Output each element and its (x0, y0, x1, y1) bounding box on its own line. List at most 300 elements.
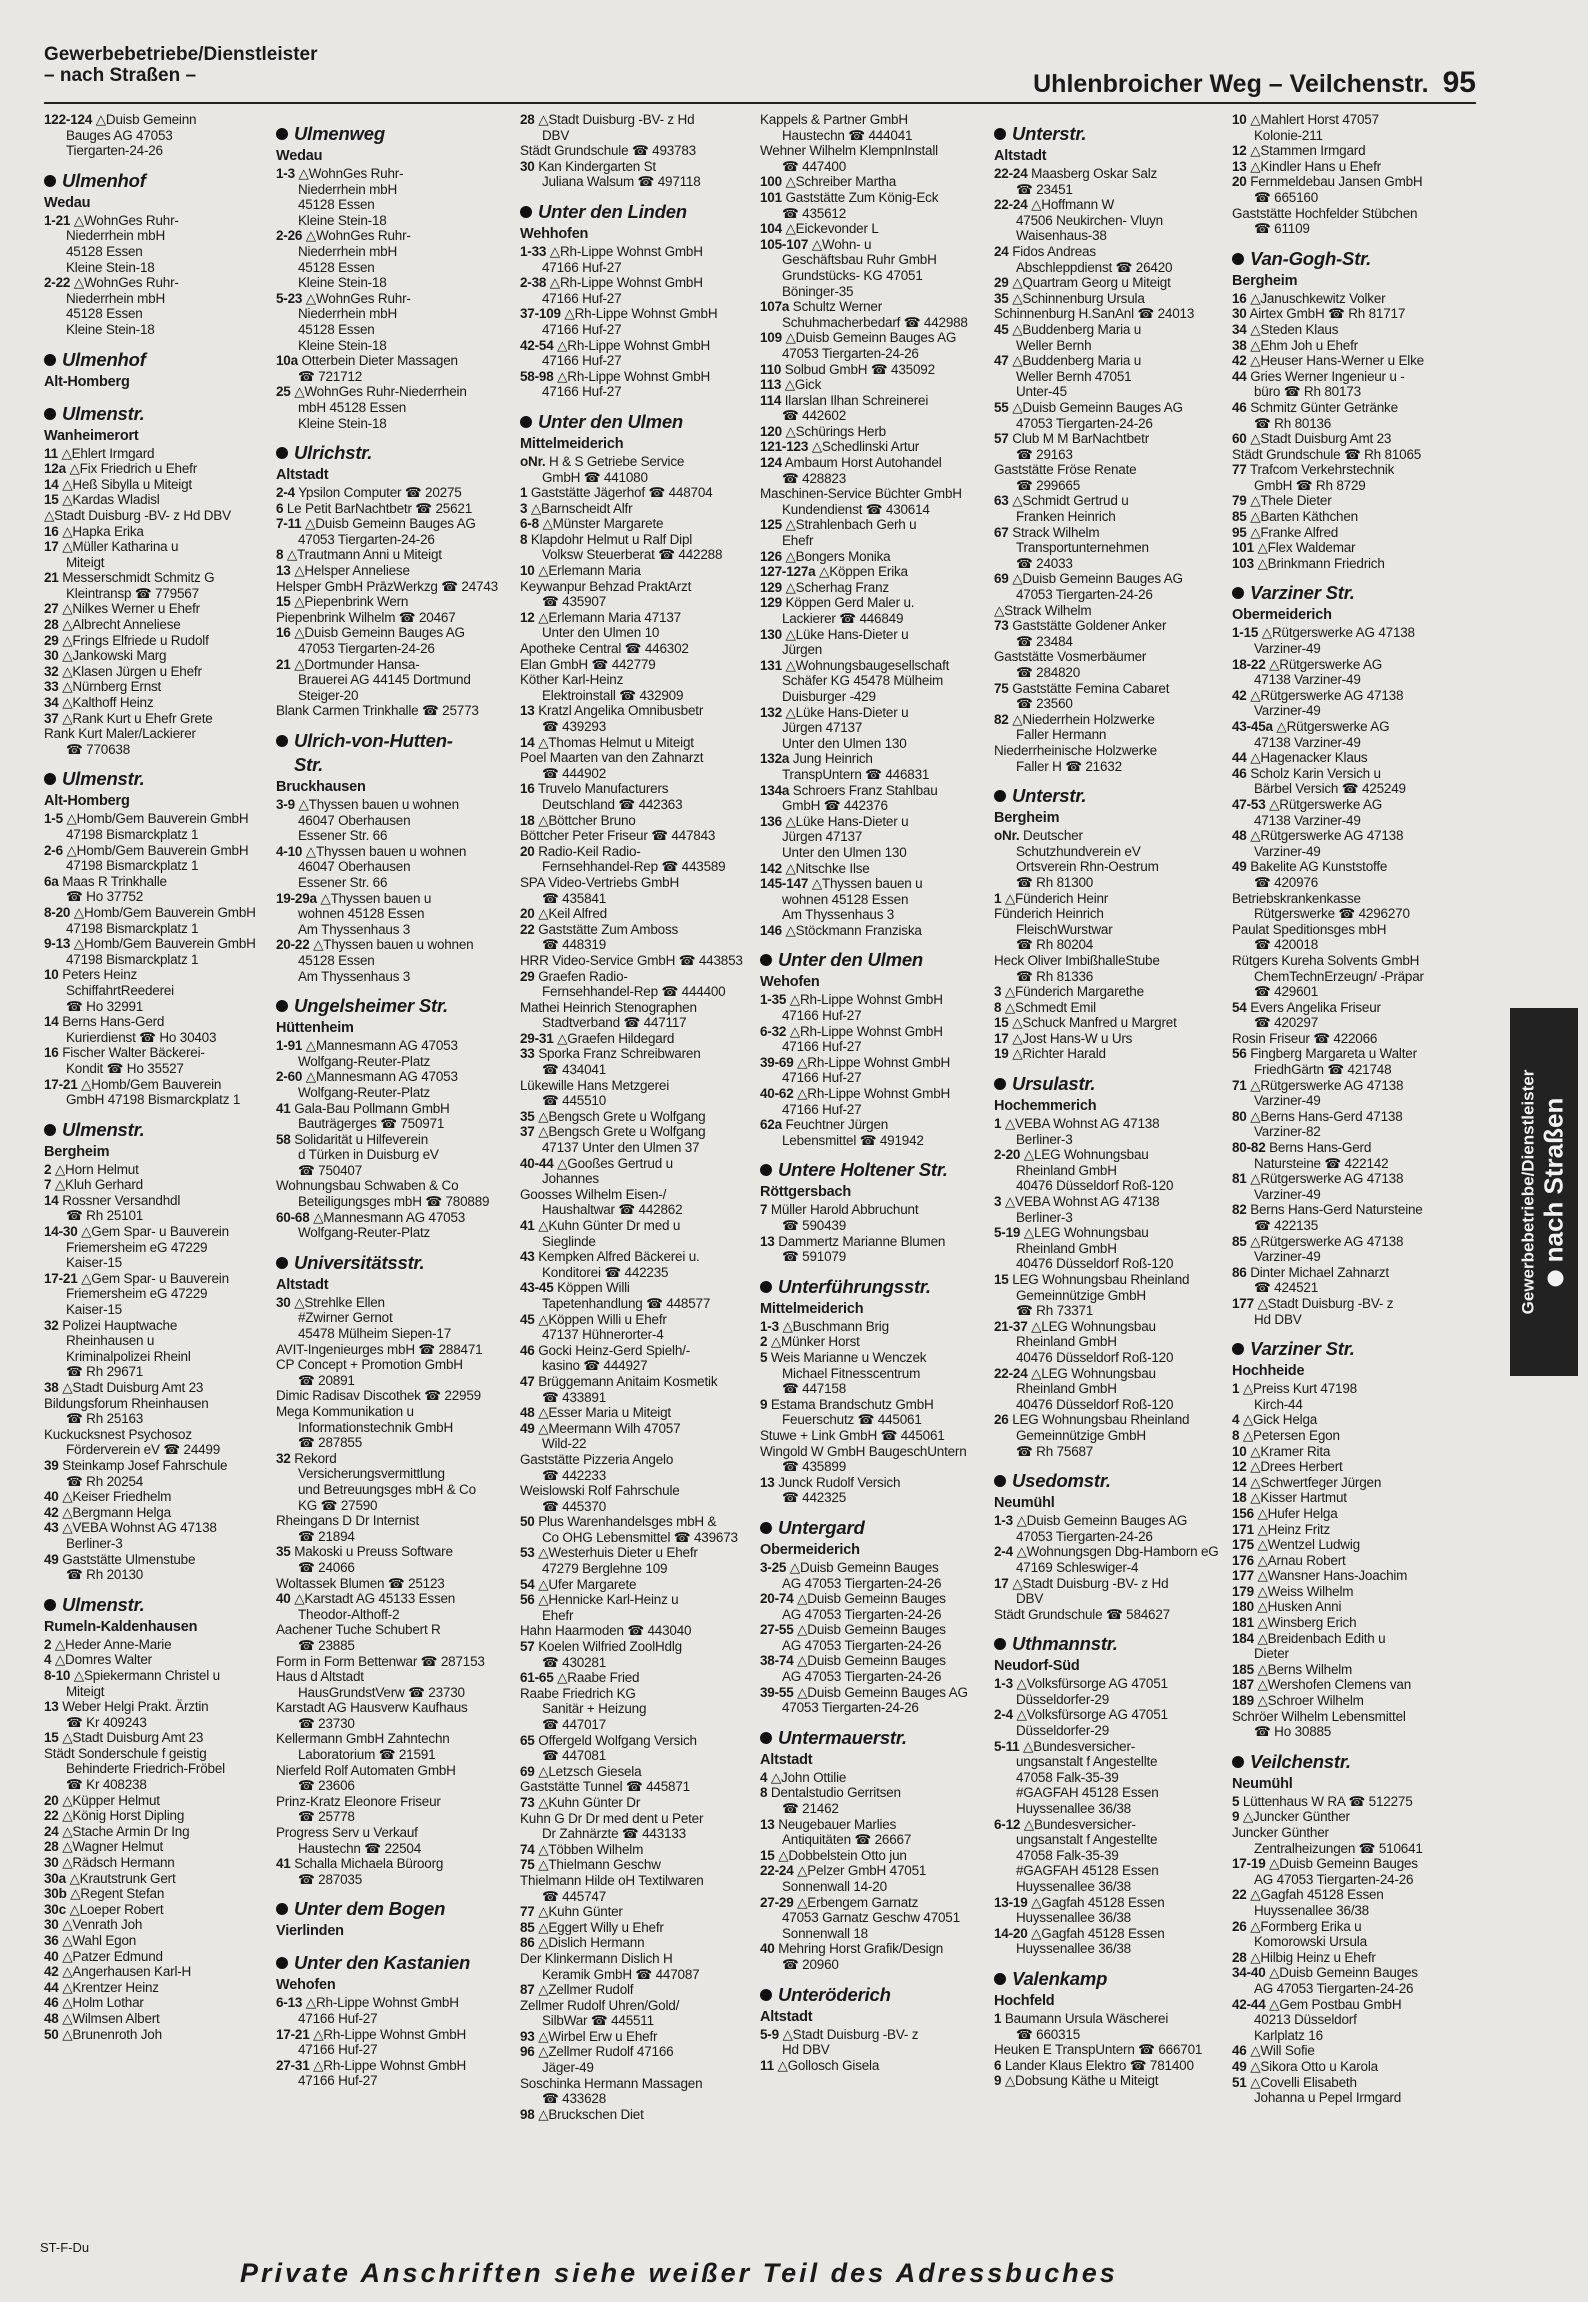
house-number: 29 (44, 632, 59, 648)
bullet-icon (520, 416, 532, 428)
entry-continuation: Förderverein eV ☎ 24499 (66, 1442, 221, 1458)
entry-text: △Rütgerswerke AG (1269, 656, 1383, 672)
house-number: 56 (520, 1592, 535, 1608)
entry-continuation: ☎ 422135 (1254, 1218, 1319, 1233)
house-number: 74 (520, 1841, 535, 1857)
entry-text: △Thomas Helmut u Miteigt (538, 734, 694, 750)
house-number: 30 (44, 648, 59, 664)
house-number: 17-21 (44, 1270, 78, 1286)
bullet-icon (276, 1903, 288, 1915)
street-name: Unter dem Bogen (294, 1898, 446, 1920)
directory-entry (1232, 462, 1464, 478)
entry-continuation: ☎ 23451 (1016, 181, 1073, 197)
house-number: 42 (44, 1504, 59, 1520)
district-name: Hochheide (1232, 1363, 1305, 1380)
street-name: Unterstr. (1012, 785, 1087, 807)
entry-text: △Köppen Erika (819, 564, 908, 580)
house-number: 7 (44, 1177, 52, 1193)
entry-text: △Stadt Duisburg Amt 23 (62, 1380, 204, 1395)
street-name: Veilchenstr. (1250, 1750, 1351, 1772)
house-number: 13 (44, 1699, 59, 1715)
entry-text: Prinz-Kratz Eleonore Friseur (276, 1793, 441, 1809)
entry-continuation: ☎ 287035 (298, 1871, 363, 1887)
house-number: 45 (520, 1311, 535, 1327)
entry-text: Maas R Trinkhalle (62, 873, 167, 889)
directory-entry (44, 967, 276, 983)
entry-text: △Berns Hans-Gerd 47138 (1250, 1108, 1403, 1124)
entry-continuation: #GAGFAH 45128 Essen (1016, 1785, 1159, 1801)
entry-continuation: Rheinland GmbH (1016, 1381, 1117, 1397)
directory-entry (520, 657, 752, 673)
entry-continuation: 47166 Huf-27 (782, 1039, 862, 1055)
entry-continuation: ☎ Rh 81300 (1016, 874, 1094, 890)
district-name: Obermeiderich (760, 1541, 860, 1558)
entry-text: △Keil Alfred (538, 906, 607, 922)
house-number: 16 (276, 625, 291, 641)
directory-entry (520, 922, 752, 938)
street-name: Untermauerstr. (778, 1726, 907, 1748)
directory-entry (520, 828, 752, 844)
entry-continuation: ☎ 591079 (782, 1249, 847, 1265)
directory-entry (276, 563, 508, 579)
entry-continuation: Waisenhaus-38 (1016, 228, 1107, 244)
entry-text: △Jankowski Marg (62, 648, 167, 664)
entry-text: △Kramer Rita (1250, 1443, 1331, 1459)
entry-text: Rossner Versandhdl (62, 1192, 181, 1208)
entry-continuation: 47053 Garnatz Geschw 47051 (782, 1910, 960, 1926)
entry-text: Offergeld Wolfgang Versich (538, 1732, 697, 1748)
entry-continuation: ☎ Ho 30885 (1254, 1724, 1332, 1740)
column-6 (1232, 112, 1464, 2242)
directory-entry (760, 1319, 992, 1335)
entry-text: Koelen Wilfried ZoolHdlg (538, 1639, 682, 1655)
directory-entry (276, 547, 508, 563)
entry-text: Raabe Friedrich KG (520, 1685, 636, 1701)
house-number: 1-3 (994, 1676, 1013, 1692)
house-number: 4 (760, 1769, 768, 1785)
house-number: 1-15 (1232, 625, 1259, 641)
entry-continuation: Kleine Stein-18 (298, 415, 387, 431)
house-number: 93 (520, 2028, 535, 2044)
directory-entry (276, 1069, 508, 1085)
directory-entry (520, 953, 752, 969)
directory-entry (994, 1739, 1226, 1755)
entry-continuation: Jäger-49 (542, 2060, 594, 2076)
directory-entry (1232, 766, 1464, 782)
entry-text: Fischer Walter Bäckerei- (62, 1045, 205, 1061)
house-number: 5-9 (760, 2026, 779, 2042)
entry-continuation: Volksw Steuerberat ☎ 442288 (542, 547, 723, 563)
entry-text: CP Concept + Promotion GmbH (276, 1357, 463, 1373)
directory-entry (44, 695, 276, 711)
bullet-icon (44, 354, 56, 366)
directory-entry (760, 1785, 992, 1801)
entry-continuation: ☎ 23885 (298, 1637, 355, 1653)
house-number: 8 (520, 531, 528, 547)
directory-entry (44, 1077, 276, 1093)
entry-text: Kappels & Partner GmbH (760, 112, 908, 127)
house-number: 69 (520, 1763, 535, 1779)
directory-entry (760, 221, 992, 237)
directory-entry (760, 517, 992, 533)
entry-continuation: ☎ 435612 (782, 205, 847, 221)
house-number: 38 (1232, 337, 1247, 353)
directory-entry (276, 1544, 508, 1560)
house-number: 1 (994, 2010, 1002, 2026)
entry-continuation: mbH 45128 Essen (298, 399, 407, 415)
entry-text: △Fünderich Margarethe (1004, 984, 1144, 1000)
entry-text: △Buddenberg Maria u (1012, 321, 1142, 337)
directory-entry (520, 369, 752, 385)
street-name: Untere Holtener Str. (778, 1159, 948, 1181)
entry-continuation: Varziner-49 (1254, 641, 1321, 657)
entry-continuation: ChemTechnErzeugn/ -Präpar (1254, 968, 1424, 984)
house-number: 20-74 (760, 1591, 794, 1607)
house-number: 73 (994, 618, 1009, 634)
street-heading (994, 1967, 1226, 1991)
directory-entry (760, 1475, 992, 1491)
entry-text: △Schmidt Gertrud u (1012, 493, 1129, 509)
directory-entry (520, 454, 752, 470)
house-number: 40 (44, 1489, 59, 1505)
house-number: 42-54 (520, 337, 554, 353)
entry-text: △Eggert Willy u Ehefr (538, 1919, 664, 1935)
street-heading (44, 402, 276, 426)
entry-text: Der Klinkermann Dislich H (520, 1950, 673, 1966)
entry-continuation: ☎ 445370 (542, 1498, 607, 1514)
entry-text: Club M M BarNachtbetr (1012, 431, 1150, 447)
entry-text: Rheingans D Dr Internist (276, 1513, 420, 1529)
directory-entry (994, 1015, 1226, 1031)
entry-text: △Niederrhein Holzwerke (1012, 711, 1155, 727)
entry-continuation: GmbH ☎ 442376 (782, 798, 888, 814)
directory-entry (276, 1342, 508, 1358)
entry-text: △Regent Stefan (70, 1886, 165, 1902)
house-number: 17-21 (276, 2026, 310, 2042)
entry-text: △Rh-Lippe Wohnst GmbH (549, 243, 703, 259)
house-number: 8 (760, 1785, 768, 1801)
entry-text: Blank Carmen Trinkhalle ☎ 25773 (276, 703, 479, 719)
entry-continuation: AG 47053 Tiergarten-24-26 (782, 1669, 942, 1685)
directory-entry (760, 330, 992, 346)
entry-text: Schroers Franz Stahlbau (792, 782, 938, 798)
entry-text: △Mannesmann AG 47053 (305, 1069, 458, 1085)
house-number: 20 (1232, 174, 1247, 190)
directory-entry (1232, 1856, 1464, 1872)
directory-entry (994, 1225, 1226, 1241)
street-heading (276, 1951, 508, 1975)
entry-text: △Holm Lothar (62, 1995, 144, 2011)
entry-continuation: ☎ 299665 (1016, 477, 1081, 493)
bullet-icon (44, 408, 56, 420)
entry-continuation: Elektroinstall ☎ 432909 (542, 687, 684, 703)
entry-continuation: Keramik GmbH ☎ 447087 (542, 1966, 700, 1982)
directory-entry (276, 1178, 508, 1194)
house-number: 22-24 (994, 197, 1028, 213)
entry-text: Form in Form Bettenwar ☎ 287153 (276, 1653, 485, 1669)
house-number: 45 (994, 321, 1009, 337)
house-number: 176 (1232, 1552, 1254, 1568)
entry-text: △Thele Dieter (1250, 493, 1332, 509)
entry-text: △Frings Elfriede u Rudolf (62, 632, 209, 648)
district-name: Wedau (44, 194, 91, 211)
entry-text: △WohnGes Ruhr-Niederrhein (294, 384, 467, 400)
directory-entry (44, 1014, 276, 1030)
entry-continuation: ☎ 424521 (1254, 1280, 1319, 1296)
bullet-icon (760, 1281, 772, 1293)
entry-continuation: ☎ 433628 (542, 2091, 607, 2107)
house-number: 48 (44, 2010, 59, 2026)
house-number: 43 (520, 1249, 535, 1265)
entry-text: △Franke Alfred (1250, 524, 1339, 540)
entry-text: △Kuhn Günter Dr (538, 1794, 641, 1810)
house-number: 46 (1232, 2043, 1247, 2059)
entry-text: Plus Warenhandelsges mbH & (538, 1514, 717, 1530)
entry-text: △Nürnberg Ernst (62, 679, 162, 695)
entry-text: Mathei Heinrich Stenographen (520, 999, 697, 1015)
entry-continuation: ☎ 428823 (782, 470, 847, 486)
directory-entry (520, 703, 752, 719)
entry-continuation: ☎ 25778 (298, 1809, 355, 1825)
directory-entry (520, 672, 752, 688)
entry-text: △Duisb Gemeinn Bauges AG (1012, 571, 1183, 587)
entry-text: △Strahlenbach Gerh u (785, 517, 917, 533)
entry-text: Schröer Wilhelm Lebensmittel (1232, 1708, 1406, 1724)
directory-entry (1232, 1475, 1464, 1491)
entry-text: Feuchtner Jürgen (785, 1117, 889, 1133)
entry-continuation: 46047 Oberhausen (298, 812, 411, 828)
entry-text: △Rütgerswerke AG (1269, 796, 1383, 812)
house-number: 6 (994, 2057, 1002, 2073)
entry-text: △Schwertfeger Jürgen (1250, 1474, 1382, 1490)
house-number: 35 (520, 1108, 535, 1124)
directory-entry (760, 1234, 992, 1250)
entry-text: Ypsilon Computer ☎ 20275 (298, 485, 462, 501)
street-name: Varziner Str. (1250, 1338, 1355, 1360)
street-name: Van-Gogh-Str. (1250, 247, 1372, 269)
directory-entry (1232, 556, 1464, 572)
entry-continuation: Tiergarten-24-26 (66, 143, 163, 159)
directory-entry (1232, 828, 1464, 844)
directory-entry (44, 1271, 276, 1287)
entry-text: △Strack Wilhelm (994, 602, 1092, 618)
entry-continuation: 47198 Bismarckplatz 1 (66, 858, 199, 874)
directory-entry (760, 190, 992, 206)
house-number: 44 (1232, 750, 1247, 766)
entry-continuation: ☎ 61109 (1254, 221, 1310, 237)
entry-text: △Wentzel Ludwig (1257, 1537, 1360, 1553)
bullet-icon (276, 128, 288, 140)
house-number: 15 (994, 1272, 1009, 1287)
district-name: Altstadt (760, 1751, 813, 1768)
entry-continuation: Essener Str. 66 (298, 828, 388, 844)
directory-entry (1232, 1234, 1464, 1250)
district-name: Alt-Homberg (44, 373, 130, 390)
entry-text: Gaststätte Jägerhof ☎ 448704 (530, 485, 713, 501)
entry-text: Woltassek Blumen ☎ 25123 (276, 1575, 445, 1591)
house-number: 12 (1232, 1459, 1247, 1475)
house-number: 16 (44, 1045, 59, 1061)
district-name: Wanheimerort (44, 427, 139, 444)
directory-entry (520, 485, 752, 501)
entry-text: △Wirbel Erw u Ehefr (538, 2028, 658, 2044)
directory-entry (520, 781, 752, 797)
street-name: Ulrich-von-Hutten- (294, 730, 453, 751)
house-number: 30 (44, 1917, 59, 1933)
entry-continuation: ☎ Rh 20254 (66, 1473, 144, 1489)
directory-entry (1232, 1444, 1464, 1460)
entry-text: △Dobsung Käthe u Miteigt (1004, 2073, 1159, 2089)
entry-text: △Rh-Lippe Wohnst GmbH (313, 2057, 467, 2073)
directory-entry (44, 1193, 276, 1209)
entry-continuation: ☎ 590439 (782, 1218, 847, 1233)
house-number: 6-12 (994, 1816, 1021, 1832)
directory-entry (1232, 719, 1464, 735)
entry-continuation: 40213 Düsseldorf (1254, 2012, 1357, 2028)
entry-text: Klapdohr Helmut u Ralf Dipl (530, 531, 693, 547)
entry-text: △Nitschke Ilse (785, 860, 870, 876)
house-number: 80-82 (1232, 1140, 1266, 1156)
entry-text: Baumann Ursula Wäscherei (1004, 2010, 1169, 2026)
entry-continuation: Natursteine ☎ 422142 (1254, 1155, 1389, 1171)
directory-entry (994, 2011, 1226, 2027)
directory-entry (994, 1412, 1226, 1428)
house-number: 82 (994, 711, 1009, 727)
directory-entry (276, 844, 508, 860)
column-2 (276, 112, 508, 2242)
entry-continuation: Kondit ☎ Ho 35527 (66, 1060, 184, 1076)
entry-text: △Breidenbach Edith u (1257, 1630, 1386, 1646)
house-number: 61-65 (520, 1670, 554, 1686)
directory-entry (520, 1124, 752, 1140)
directory-entry (520, 1249, 752, 1265)
directory-entry (276, 1731, 508, 1747)
directory-entry (760, 1334, 992, 1350)
entry-continuation: 47166 Huf-27 (542, 384, 622, 400)
entry-text: Berns Hans-Gerd Natursteine (1250, 1202, 1423, 1218)
entry-text: △Rh-Lippe Wohnst GmbH (557, 337, 711, 353)
entry-continuation: 40476 Düsseldorf Roß-120 (1016, 1396, 1174, 1412)
house-number: 86 (1232, 1264, 1247, 1280)
house-number: 9 (1232, 1809, 1240, 1825)
house-number: 3 (994, 1194, 1002, 1210)
directory-entry (1232, 369, 1464, 385)
street-heading (276, 122, 508, 146)
column-5 (994, 112, 1226, 2242)
entry-text: Heuken E TranspUntern ☎ 666701 (994, 2042, 1203, 2058)
house-number: 146 (760, 922, 782, 938)
entry-continuation: Rütgerswerke ☎ 4296270 (1254, 906, 1410, 922)
house-number: 19-29a (276, 890, 317, 906)
entry-text: Paulat Speditionsges mbH (1232, 921, 1387, 937)
street-heading (760, 1726, 992, 1750)
directory-entry (520, 1982, 752, 1998)
entry-continuation: ☎ 439293 (542, 719, 607, 734)
entry-text: △König Horst Dipling (62, 1808, 185, 1824)
house-number: 40 (44, 1948, 59, 1964)
directory-entry (520, 1733, 752, 1749)
house-number: 29-31 (520, 1030, 554, 1046)
entry-text: Deutscher (1023, 828, 1083, 844)
directory-entry (44, 446, 276, 462)
entry-continuation: ☎ 23560 (1016, 696, 1073, 712)
entry-text: △Westerhuis Dieter u Ehefr (538, 1545, 698, 1561)
entry-text: △Barten Käthchen (1250, 509, 1358, 525)
directory-entry (1232, 431, 1464, 447)
entry-text: △Schürings Herb (785, 423, 886, 439)
house-number: 5-11 (994, 1738, 1020, 1754)
entry-text: △Fix Friedrich u Ehefr (69, 461, 198, 477)
directory-entry (1232, 540, 1464, 556)
entry-continuation: Sieglinde (542, 1233, 596, 1249)
house-number: 47 (520, 1373, 535, 1389)
entry-text: Weis Marianne u Wenczek (770, 1349, 927, 1365)
entry-continuation: ☎ 420018 (1254, 937, 1319, 953)
house-number: 85 (520, 1919, 535, 1935)
directory-entry (1232, 400, 1464, 416)
house-number: 6a (44, 873, 59, 889)
house-number: 48 (1232, 828, 1247, 844)
entry-text: △Winsberg Erich (1257, 1615, 1357, 1631)
entry-text: △Homb/Gem Bauverein (81, 1076, 222, 1092)
entry-text: △Karstadt AG 45133 Essen (294, 1591, 456, 1607)
entry-continuation: SchiffahrtReederei (66, 982, 174, 998)
entry-text: △Kuhn Günter Dr med u (538, 1218, 681, 1233)
directory-entry (520, 563, 752, 579)
entry-continuation: wohnen 45128 Essen (782, 891, 909, 907)
entry-continuation: ☎ Rh 29671 (66, 1364, 144, 1380)
entry-continuation: ☎ 445747 (542, 1888, 607, 1904)
house-number: 22-24 (994, 166, 1028, 181)
directory-entry (44, 1902, 276, 1918)
house-number: 44 (44, 1979, 59, 1995)
house-number: 67 (994, 524, 1009, 540)
entry-text: Städt Grundschule ☎ 493783 (520, 143, 696, 159)
entry-continuation: Gemeinnützige GmbH (1016, 1287, 1146, 1303)
entry-text: Fidos Andreas (1012, 243, 1096, 259)
entry-continuation: ☎ 24033 (1016, 555, 1073, 571)
directory-entry (1232, 1381, 1464, 1397)
entry-text: △Strehlke Ellen (294, 1294, 385, 1310)
street-heading (994, 1072, 1226, 1096)
bullet-icon (994, 1078, 1006, 1090)
entry-text: △Thyssen bauen u wohnen (298, 797, 459, 812)
entry-continuation: AG 47053 Tiergarten-24-26 (1254, 1871, 1414, 1887)
entry-text: △Erlemann Maria (538, 563, 641, 579)
directory-entry (760, 783, 992, 799)
street-name: Ungelsheimer Str. (294, 995, 448, 1017)
house-number: 35 (276, 1544, 291, 1560)
entry-text: △Bengsch Grete u Wolfgang (538, 1108, 706, 1124)
entry-continuation: Steiger-20 (298, 687, 359, 703)
entry-text: SPA Video-Vertriebs GmbH (520, 874, 680, 890)
directory-entry (44, 905, 276, 921)
directory-entry (994, 1817, 1226, 1833)
entry-text: △Kardas Wladisl (62, 492, 160, 508)
house-number: 36 (44, 1933, 59, 1948)
entry-continuation: Essener Str. 66 (298, 874, 388, 890)
directory-entry (1232, 525, 1464, 541)
entry-text: △Schedlinski Artur (811, 439, 920, 455)
section-subtitle: – nach Straßen – (44, 65, 197, 86)
street-heading (760, 1158, 992, 1182)
directory-entry (1232, 2059, 1464, 2075)
entry-continuation: 47138 Varziner-49 (1254, 672, 1361, 688)
entry-text: Graefen Radio- (538, 968, 628, 984)
directory-entry (520, 1935, 752, 1951)
house-number: 20-22 (276, 937, 310, 953)
house-number: 13 (760, 1233, 775, 1249)
